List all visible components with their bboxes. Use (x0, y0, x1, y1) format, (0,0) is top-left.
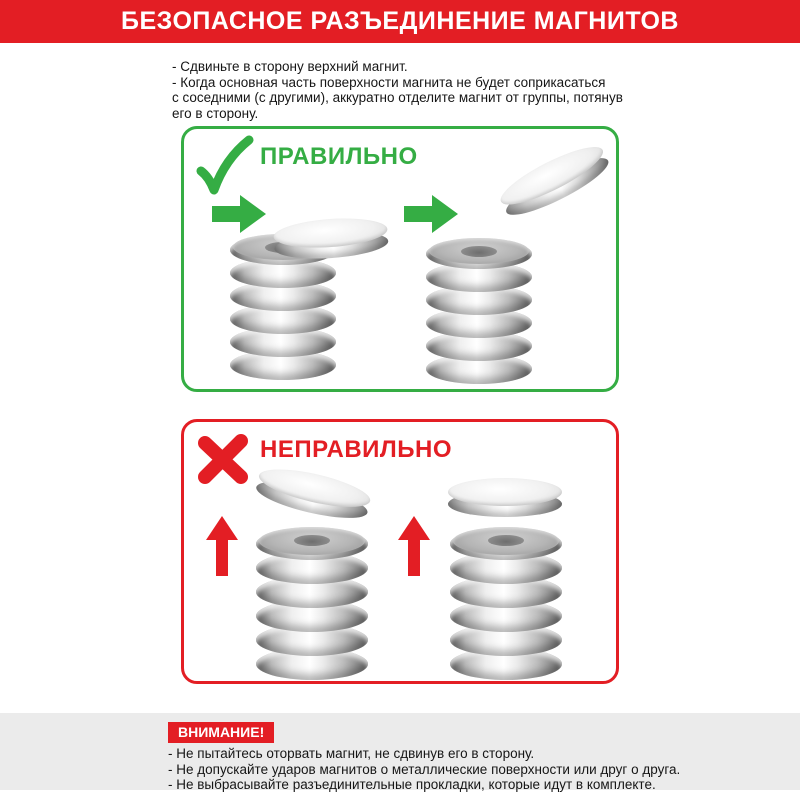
arrow-right-icon (404, 195, 458, 233)
magnet-hole (294, 535, 330, 546)
arrow-up-icon (398, 516, 430, 576)
warning-line: - Не допускайте ударов магнитов о металлические поверхности или друг о друга. (168, 761, 681, 777)
separated-magnet (495, 137, 616, 226)
intro-line: с соседними (с другими), аккуратно отделите магнит от группы, потянув (172, 90, 623, 105)
magnet-top-face (259, 527, 365, 555)
cross-icon (196, 432, 250, 486)
magnet-top-face (429, 238, 529, 264)
correct-title: ПРАВИЛЬНО (260, 143, 418, 170)
intro-line: - Сдвиньте в сторону верхний магнит. (172, 59, 408, 74)
warning-line: - Не пытайтесь оторвать магнит, не сдвинув его в сторону. (168, 746, 535, 761)
check-icon (194, 135, 254, 199)
page-title: БЕЗОПАСНОЕ РАЗЪЕДИНЕНИЕ МАГНИТОВ (121, 7, 679, 35)
header-bar (0, 0, 800, 43)
slid-magnet (273, 215, 390, 265)
intro-line: - Когда основная часть поверхности магнита не будет соприкасаться (172, 74, 606, 90)
magnet-hole (488, 535, 524, 546)
correct-panel (181, 126, 619, 392)
magnet-hole (461, 246, 497, 257)
warning-section (0, 713, 800, 790)
magnet-stack (450, 528, 562, 680)
magnet-stack (256, 528, 368, 680)
magnet-stack (426, 239, 532, 384)
pulled-magnet (448, 478, 562, 520)
warning-lines (168, 746, 680, 793)
warning-badge: ВНИМАНИЕ! (168, 722, 274, 743)
intro-instructions (172, 59, 652, 121)
magnet-top-face (453, 527, 559, 555)
intro-line: его в сторону. (172, 105, 259, 121)
magnet-face (448, 478, 562, 506)
arrow-up-icon (206, 516, 238, 576)
incorrect-panel (181, 419, 619, 684)
arrow-right-icon (212, 195, 266, 233)
pulled-magnet (253, 462, 374, 529)
warning-line: - Не выбрасывайте разъединительные прокладки, которые идут в комплекте. (168, 777, 656, 792)
incorrect-title: НЕПРАВИЛЬНО (260, 436, 452, 463)
